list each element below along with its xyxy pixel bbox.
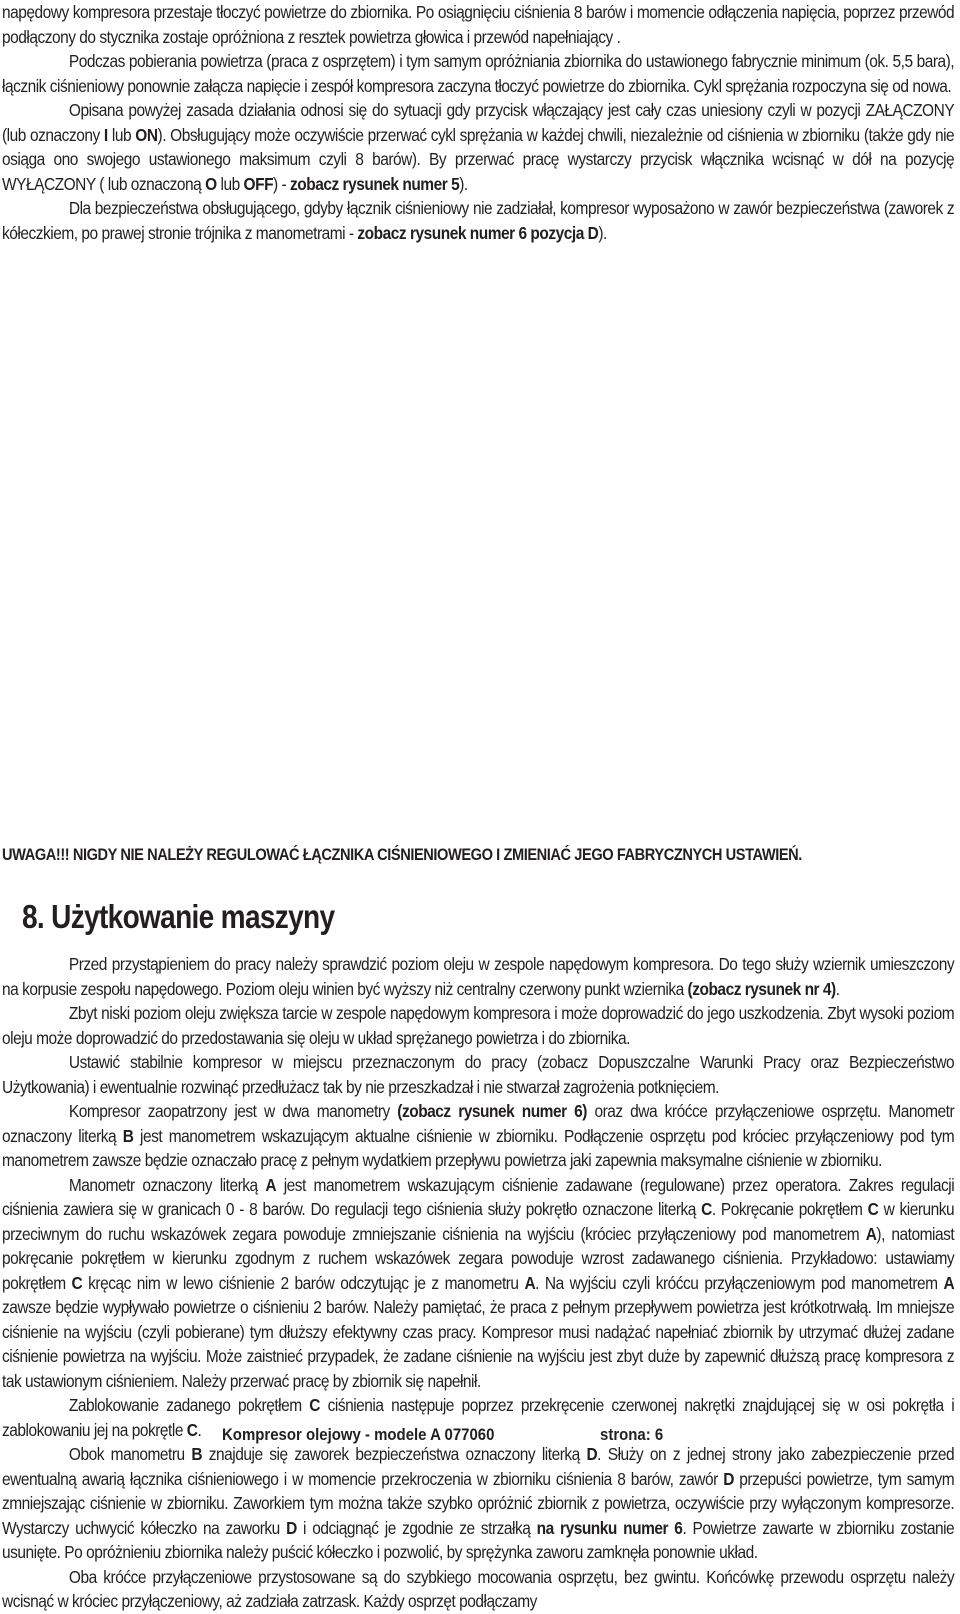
bold-text: A: [943, 1272, 955, 1293]
bold-text: C: [71, 1272, 83, 1293]
paragraph-text: Oba króćce przyłączeniowe przystosowane są do szybkiego mocowania osprzętu, bez gwintu. Końcówkę przewodu osprzętu należy wcisnąć w króciec przyłączeniowy, aż zadziała zatrzask. Każdy osprzęt podłączamy: [2, 1566, 955, 1611]
bold-text: C: [309, 1395, 320, 1415]
text-block-operation: [2, 0, 954, 245]
paragraph: [2, 1050, 954, 1099]
paragraph-text: Zablokowanie zadanego pokrętłem: [68, 1395, 310, 1415]
bold-text: C: [867, 1199, 879, 1219]
paragraph-text: jest manometrem wskazującym aktualne ciśnienie w zbiorniku. Podłączenie osprzętu pod króciec przyłączeniowy pod tym manometrem zawsze będzie oznaczało pracę z pełnym wydatkiem przepływu powietrza jaki zapewnia maksymalne ciśnienie w zbiorniku.: [2, 1125, 955, 1170]
paragraph-text: przepuści powietrze, tym samym zmniejszając ciśnienie w zbiorniku. Zaworkiem tym można także szybko opróżnić zbiornik z powietrza, oczywiście przy wyłączonym kompresorze. Wystarczy uchwycić kółeczko na zaworku: [2, 1468, 955, 1538]
bold-text: I: [103, 124, 108, 145]
bold-text: C: [701, 1199, 712, 1219]
warning-text: UWAGA!!! NIGDY NIE NALEŻY REGULOWAĆ ŁĄCZNIKA CIŚNIENIOWEGO I ZMIENIAĆ JEGO FABRYCZNYCH USTAWIEŃ.: [2, 845, 802, 864]
figure-reference: na rysunku numer 6: [536, 1517, 683, 1538]
page-number: strona: 6: [600, 1425, 664, 1444]
paragraph-text: lub: [216, 173, 244, 194]
bold-text: D: [286, 1517, 297, 1538]
bold-text: C: [186, 1419, 198, 1440]
paragraph: [2, 1099, 954, 1173]
paragraph-text: Obok manometru: [68, 1444, 192, 1464]
paragraph-text: ), natomiast pokręcanie pokrętłem w kierunku zgodnym z ruchem wskazówek zegara powoduje wzrost zadawanego ciśnienia. Przykładowo: ustawiamy pokrętłem: [2, 1223, 955, 1293]
paragraph: [2, 49, 954, 98]
bold-text: A: [524, 1272, 536, 1293]
paragraph-text: ).: [459, 173, 468, 194]
bold-text: ON: [135, 124, 158, 145]
paragraph: [2, 952, 954, 1001]
paragraph: [2, 0, 954, 49]
section-heading: 8. Użytkowanie maszyny: [22, 898, 335, 935]
paragraph-text: Zbyt niski poziom oleju zwiększa tarcie w zespole napędowym kompresora i może doprowadzić do jego uszkodzenia. Zbyt wysoki poziom oleju może doprowadzić do przedostawania się oleju w układ sprężanego powietrza i do zbiornika.: [2, 1003, 955, 1048]
paragraph-text: Przed przystąpieniem do pracy należy sprawdzić poziom oleju w zespole napędowym kompresora. Do tego służy wziernik umieszczony na korpusie zespołu napędowego. Poziom oleju winien być wyższy niż centralny czerwony punkt wziernika: [2, 954, 955, 999]
paragraph-text: Podczas pobierania powietrza (praca z osprzętem) i tym samym opróżniania zbiornika do ustawionego fabrycznie minimum (ok. 5,5 bara), łącznik ciśnieniowy ponownie załącza napięcie i zespół kompresora zaczyna tłoczyć powietrze do zbiornika. Cykl sprężania rozpoczyna się od nowa.: [2, 51, 955, 96]
paragraph: [2, 1173, 954, 1394]
bold-text: D: [586, 1444, 598, 1464]
paragraph: [2, 1565, 954, 1614]
paragraph-text: ) -: [273, 173, 291, 194]
bold-text: A: [865, 1223, 877, 1244]
paragraph-text: i odciągnąć je zgodnie ze strzałką: [296, 1517, 537, 1538]
text-block-usage: [2, 952, 954, 1614]
paragraph-text: ).: [598, 222, 607, 243]
paragraph: [2, 1001, 954, 1050]
bold-text: D: [723, 1468, 734, 1489]
paragraph-text: kręcąc nim w lewo ciśnienie 2 barów odczytując je z manometru: [82, 1272, 525, 1293]
paragraph-text: Dla bezpieczeństwa obsługującego, gdyby łącznik ciśnieniowy nie zadziałał, kompresor wyposażono w zawór bezpieczeństwa (zaworek z kółeczkiem, po prawej stronie trójnika z manometrami -: [2, 198, 955, 243]
paragraph-text: ciśnienia następuje poprzez przekręcenie czerwonej nakrętki znajdującej się w osi pokrętła i zablokowaniu jej na pokrętle: [2, 1395, 955, 1440]
paragraph-text: lub: [107, 124, 136, 145]
bold-text: O: [205, 173, 217, 194]
paragraph-text: oraz dwa króćce przyłączeniowe osprzętu. Manometr oznaczony literką: [2, 1101, 955, 1146]
paragraph-text: napędowy kompresora przestaje tłoczyć powietrze do zbiornika. Po osiągnięciu ciśnienia 8 barów i momencie odłączenia napięcia, poprzez przewód podłączony do stycznika zostaje opróżniona z resztek powietrza głowica i przewód napełniający .: [2, 2, 955, 47]
page-footer: [222, 1425, 663, 1445]
footer-title: Kompresor olejowy - modele A 077060: [222, 1425, 495, 1444]
figure-reference: zobacz rysunek numer 5: [290, 173, 460, 194]
figure-reference: (zobacz rysunek numer 6): [397, 1101, 587, 1121]
paragraph-text: .: [835, 978, 840, 999]
figure-reference: zobacz rysunek numer 6 pozycja D: [357, 222, 599, 243]
paragraph-text: jest manometrem wskazującym ciśnienie zadawane (regulowane) przez operatora. Zakres regulacji ciśnienia zawiera się w granicach 0 - 8 barów. Do regulacji tego ciśnienia służy pokrętło oznaczone literką: [2, 1174, 955, 1219]
bold-text: OFF: [243, 173, 274, 194]
paragraph: [2, 98, 954, 196]
paragraph-text: Opisana powyżej zasada działania odnosi się do sytuacji gdy przycisk włączający jest cały czas uniesiony czyli w pozycji ZAŁĄCZONY (lub oznaczony: [2, 100, 955, 145]
paragraph-text: Kompresor zaopatrzony jest w dwa manometry: [68, 1101, 398, 1121]
paragraph-text: w kierunku przeciwnym do ruchu wskazówek zegara powoduje zmniejszanie ciśnienia na wyjściu (króciec przyłączeniowy pod manometrem: [2, 1199, 955, 1244]
paragraph-text: . Powietrze zawarte w zbiorniku zostanie usunięte. Po opróżnieniu zbiornika należy puścić kółeczko i pozwolić, by sprężynka zaworu zamknęła ponownie układ.: [2, 1517, 955, 1562]
paragraph-text: ). Obsługujący może oczywiście przerwać cykl sprężania w każdej chwili, niezależnie od ciśnienia w zbiorniku (także gdy nie osiąga ono swojego ustawionego maksimum czyli 8 barów). By przerwać pracę wystarczy przycisk włącznika wcisnąć w dół na pozycję WYŁĄCZONY ( lub oznaczoną: [2, 124, 955, 194]
paragraph-text: znajduje się zaworek bezpieczeństwa oznaczony literką: [202, 1444, 587, 1464]
paragraph-text: . Służy on z jednej strony jako zabezpieczenie przed ewentualną awarią łącznika ciśnieniowego i w momencie przekroczenia w zbiorniku ciśnienia 8 barów, zawór: [2, 1444, 955, 1489]
paragraph-text: . Pokręcanie pokrętłem: [711, 1199, 868, 1219]
paragraph: [2, 196, 954, 245]
figure-reference: (zobacz rysunek nr 4): [687, 978, 836, 999]
paragraph-text: .: [197, 1419, 202, 1440]
bold-text: B: [191, 1444, 203, 1464]
paragraph-text: . Na wyjściu czyli króćcu przyłączeniowym pod manometrem: [535, 1272, 944, 1293]
bold-text: A: [265, 1174, 277, 1195]
paragraph: [2, 1442, 954, 1565]
bold-text: B: [122, 1125, 134, 1146]
paragraph-text: Ustawić stabilnie kompresor w miejscu przeznaczonym do pracy (zobacz Dopuszczalne Warunki Pracy oraz Bezpieczeństwo Użytkowania) i ewentualnie rozwinąć przedłużacz tak by nie przeszkadzał i nie stwarzał zagrożenia potknięciem.: [2, 1052, 955, 1097]
paragraph-text: zawsze będzie wypływało powietrze o ciśnieniu 2 barów. Należy pamiętać, że praca z pełnym przepływem powietrza jest krótkotrwałą. Im mniejsze ciśnienie na wyjściu (czyli pobierane) tym dłuższy efektywny czas pracy. Kompresor musi nadążać napełniać zbiornik by utrzymać dłużej zadane ciśnienie powietrza na wyjściu. Może zaistnieć przypadek, że zadane ciśnienie na wyjściu jest zbyt duże by zapewnić dłuższą pracę kompresora z tak ustawionym ciśnieniem. Należy przerwać pracę by zbiornik się napełnił.: [2, 1297, 955, 1391]
paragraph-text: Manometr oznaczony literką: [68, 1174, 266, 1195]
